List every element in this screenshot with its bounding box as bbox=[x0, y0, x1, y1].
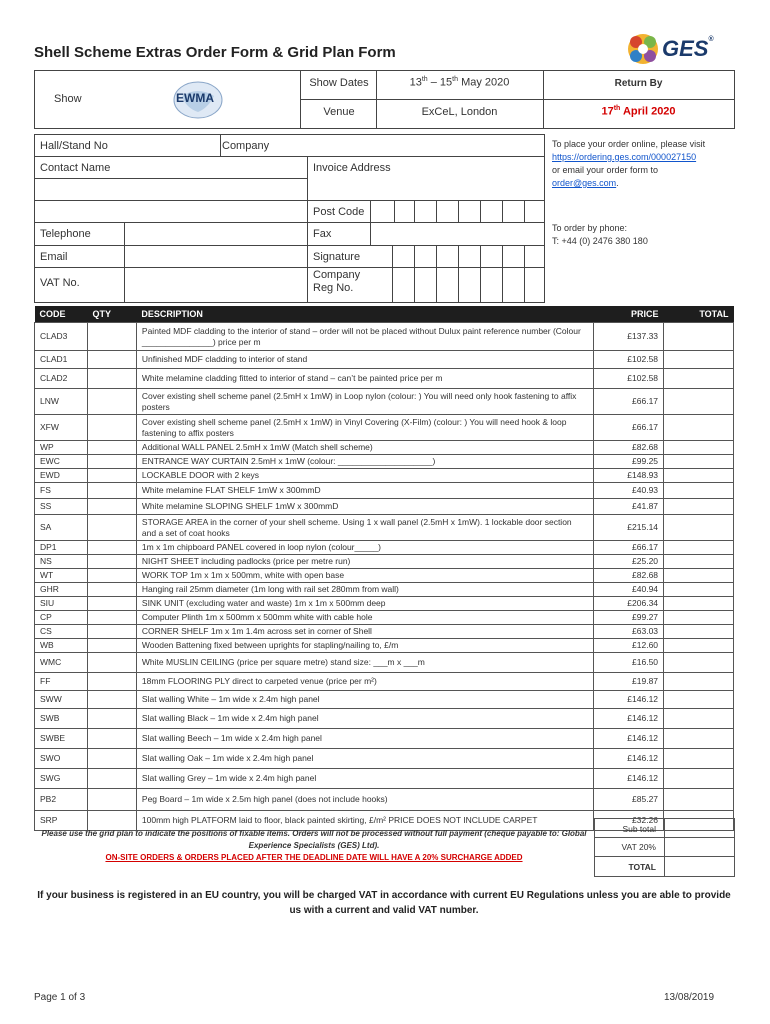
return-by-value: 17th April 2020 bbox=[601, 105, 676, 118]
item-code: DP1 bbox=[35, 541, 88, 555]
qty-input[interactable] bbox=[87, 555, 136, 569]
item-code: WB bbox=[35, 639, 88, 653]
document-date: 13/08/2019 bbox=[664, 992, 715, 1003]
item-row-wt bbox=[35, 569, 734, 583]
item-description: Slat walling Beech – 1m wide x 2.4m high panel bbox=[136, 729, 593, 749]
item-description: Hanging rail 25mm diameter (1m long with rail set 280mm from wall) bbox=[136, 583, 593, 597]
qty-input[interactable] bbox=[87, 639, 136, 653]
total-input[interactable] bbox=[664, 611, 734, 625]
item-description: White melamine SLOPING SHELF 1mW x 300mmD bbox=[136, 499, 593, 515]
item-description: Peg Board – 1m wide x 2.5m high panel (does not include hooks) bbox=[136, 789, 593, 811]
item-code: SWG bbox=[35, 769, 88, 789]
item-row-ghr bbox=[35, 583, 734, 597]
company-reg-label: Company Reg No. bbox=[313, 269, 361, 294]
item-row-xfw bbox=[35, 415, 734, 441]
total-input[interactable] bbox=[664, 469, 734, 483]
qty-input[interactable] bbox=[87, 351, 136, 369]
item-description: Slat walling Black – 1m wide x 2.4m high panel bbox=[136, 709, 593, 729]
email-label: Email bbox=[40, 251, 68, 263]
item-code: XFW bbox=[35, 415, 88, 441]
total-input[interactable] bbox=[664, 569, 734, 583]
vat-label: VAT 20% bbox=[621, 842, 656, 852]
item-code: SWB bbox=[35, 709, 88, 729]
total-input[interactable] bbox=[664, 639, 734, 653]
col-total: TOTAL bbox=[664, 306, 734, 323]
qty-input[interactable] bbox=[87, 415, 136, 441]
qty-input[interactable] bbox=[87, 515, 136, 541]
item-code: SIU bbox=[35, 597, 88, 611]
item-price: £146.12 bbox=[594, 729, 664, 749]
item-description: CORNER SHELF 1m x 1m 1.4m across set in corner of Shell bbox=[136, 625, 593, 639]
item-description: Slat walling White – 1m wide x 2.4m high panel bbox=[136, 691, 593, 709]
item-price: £82.68 bbox=[594, 441, 664, 455]
total-input[interactable] bbox=[664, 789, 734, 811]
contact-name-label: Contact Name bbox=[40, 162, 111, 174]
total-input[interactable] bbox=[664, 415, 734, 441]
item-price: £63.03 bbox=[594, 625, 664, 639]
qty-input[interactable] bbox=[87, 789, 136, 811]
item-code: SWW bbox=[35, 691, 88, 709]
total-input[interactable] bbox=[664, 351, 734, 369]
item-code: FF bbox=[35, 673, 88, 691]
item-code: SA bbox=[35, 515, 88, 541]
qty-input[interactable] bbox=[87, 653, 136, 673]
total-input[interactable] bbox=[664, 499, 734, 515]
total-input[interactable] bbox=[664, 369, 734, 389]
total-label: TOTAL bbox=[628, 862, 656, 872]
phone-order-info: To order by phone: T: +44 (0) 2476 380 180 bbox=[552, 223, 648, 246]
signature-label: Signature bbox=[313, 251, 361, 263]
item-description: Wooden Battening fixed between uprights for stapling/nailing to, £/m bbox=[136, 639, 593, 653]
col-price: PRICE bbox=[594, 306, 664, 323]
item-row-swg bbox=[35, 769, 734, 789]
item-row-ewd bbox=[35, 469, 734, 483]
item-row-siu bbox=[35, 597, 734, 611]
qty-input[interactable] bbox=[87, 455, 136, 469]
total-input[interactable] bbox=[664, 441, 734, 455]
item-description: 100mm high PLATFORM laid to floor, black painted skirting, £/m² PRICE DOES NOT INCLUDE CARPET bbox=[136, 811, 593, 831]
item-description: White MUSLIN CEILING (price per square metre) stand size: ___m x ___m bbox=[136, 653, 593, 673]
order-email-link[interactable]: order@ges.com bbox=[552, 178, 617, 188]
item-description: Cover existing shell scheme panel (2.5mH x 1mW) in Loop nylon (colour: ) You will need only hook fastening to affix posters bbox=[136, 389, 593, 415]
vat-note: If your business is registered in an EU country, you will be charged VAT in accordance with current EU Regulations unless you are able to provide us with a current and valid VAT number. bbox=[37, 890, 731, 916]
item-price: £148.93 bbox=[594, 469, 664, 483]
item-code: FS bbox=[35, 483, 88, 499]
item-code: WMC bbox=[35, 653, 88, 673]
order-notes: Please use the grid plan to indicate the positions of fixable items. Orders will not be processed without full payment (cheque payable to: Global Experience Specialists (GES) Ltd). ON-SITE ORDERS & ORDERS PLACED AFTER THE DEADLINE DATE WILL HAVE A 20% SURCHARGE ADDED bbox=[34, 828, 594, 864]
item-code: CLAD2 bbox=[35, 369, 88, 389]
qty-input[interactable] bbox=[87, 729, 136, 749]
item-description: 1m x 1m chipboard PANEL covered in loop nylon (colour_____) bbox=[136, 541, 593, 555]
item-price: £16.50 bbox=[594, 653, 664, 673]
item-row-swb bbox=[35, 709, 734, 729]
item-code: EWC bbox=[35, 455, 88, 469]
total-input[interactable] bbox=[664, 541, 734, 555]
item-row-fs bbox=[35, 483, 734, 499]
item-price: £99.25 bbox=[594, 455, 664, 469]
qty-input[interactable] bbox=[87, 709, 136, 729]
item-price: £146.12 bbox=[594, 691, 664, 709]
item-price: £102.58 bbox=[594, 369, 664, 389]
total-input[interactable] bbox=[664, 673, 734, 691]
hall-stand-label: Hall/Stand No bbox=[40, 140, 108, 152]
ordering-link[interactable]: https://ordering.ges.com/000027150 bbox=[552, 152, 697, 162]
item-description: Unfinished MDF cladding to interior of stand bbox=[136, 351, 593, 369]
venue-label: Venue bbox=[323, 106, 355, 118]
item-price: £85.27 bbox=[594, 789, 664, 811]
qty-input[interactable] bbox=[87, 483, 136, 499]
total-input[interactable] bbox=[664, 709, 734, 729]
total-input[interactable] bbox=[664, 323, 734, 351]
item-description: LOCKABLE DOOR with 2 keys bbox=[136, 469, 593, 483]
item-price: £102.58 bbox=[594, 351, 664, 369]
page-number: Page 1 of 3 bbox=[34, 992, 86, 1003]
qty-input[interactable] bbox=[87, 569, 136, 583]
item-description: WORK TOP 1m x 1m x 500mm, white with open base bbox=[136, 569, 593, 583]
qty-input[interactable] bbox=[87, 469, 136, 483]
item-description: White melamine FLAT SHELF 1mW x 300mmD bbox=[136, 483, 593, 499]
item-price: £146.12 bbox=[594, 749, 664, 769]
item-row-lnw bbox=[35, 389, 734, 415]
email-field[interactable] bbox=[125, 246, 307, 268]
total-field[interactable] bbox=[665, 857, 734, 876]
item-price: £40.94 bbox=[594, 583, 664, 597]
item-row-clad1 bbox=[35, 351, 734, 369]
qty-input[interactable] bbox=[87, 749, 136, 769]
col-description: DESCRIPTION bbox=[136, 306, 593, 323]
venue-value: ExCeL, London bbox=[421, 106, 498, 118]
qty-input[interactable] bbox=[87, 597, 136, 611]
total-input[interactable] bbox=[664, 769, 734, 789]
item-row-cp bbox=[35, 611, 734, 625]
qty-input[interactable] bbox=[87, 441, 136, 455]
item-code: PB2 bbox=[35, 789, 88, 811]
online-order-info: To place your order online, please visit https://ordering.ges.com/000027150 or email your order form to order@ges.com. bbox=[552, 139, 706, 188]
item-code: WP bbox=[35, 441, 88, 455]
total-input[interactable] bbox=[664, 483, 734, 499]
item-price: £66.17 bbox=[594, 541, 664, 555]
item-row-clad3 bbox=[35, 323, 734, 351]
item-code: SWBE bbox=[35, 729, 88, 749]
item-price: £206.34 bbox=[594, 597, 664, 611]
item-row-cs bbox=[35, 625, 734, 639]
qty-input[interactable] bbox=[87, 389, 136, 415]
item-description: Computer Plinth 1m x 500mm x 500mm white with cable hole bbox=[136, 611, 593, 625]
item-code: SRP bbox=[35, 811, 88, 831]
item-price: £41.87 bbox=[594, 499, 664, 515]
ewma-logo bbox=[168, 78, 228, 122]
item-row-sa bbox=[35, 515, 734, 541]
surcharge-warning: ON-SITE ORDERS & ORDERS PLACED AFTER THE DEADLINE DATE WILL HAVE A 20% SURCHARGE ADDED bbox=[105, 853, 523, 862]
col-code: CODE bbox=[35, 306, 88, 323]
item-price: £19.87 bbox=[594, 673, 664, 691]
ges-logo-text: GES® bbox=[662, 36, 714, 61]
total-input[interactable] bbox=[664, 389, 734, 415]
items-table bbox=[34, 306, 734, 831]
show-dates-label: Show Dates bbox=[309, 77, 369, 89]
item-code: CLAD1 bbox=[35, 351, 88, 369]
item-price: £40.93 bbox=[594, 483, 664, 499]
item-price: £25.20 bbox=[594, 555, 664, 569]
item-description: White melamine cladding fitted to interior of stand – can’t be painted price per m bbox=[136, 369, 593, 389]
form-title: Shell Scheme Extras Order Form & Grid Plan Form bbox=[34, 44, 396, 61]
item-code: CP bbox=[35, 611, 88, 625]
item-code: CS bbox=[35, 625, 88, 639]
show-label: Show bbox=[54, 93, 82, 105]
item-row-ns bbox=[35, 555, 734, 569]
item-row-ewc bbox=[35, 455, 734, 469]
item-description: Slat walling Oak – 1m wide x 2.4m high panel bbox=[136, 749, 593, 769]
qty-input[interactable] bbox=[87, 369, 136, 389]
item-description: SINK UNIT (excluding water and waste) 1m x 1m x 500mm deep bbox=[136, 597, 593, 611]
item-price: £66.17 bbox=[594, 389, 664, 415]
total-input[interactable] bbox=[664, 515, 734, 541]
vat-no-field[interactable] bbox=[125, 268, 307, 302]
item-price: £146.12 bbox=[594, 769, 664, 789]
item-code: GHR bbox=[35, 583, 88, 597]
total-input[interactable] bbox=[664, 625, 734, 639]
vat-field[interactable] bbox=[665, 838, 734, 857]
total-input[interactable] bbox=[664, 653, 734, 673]
item-price: £146.12 bbox=[594, 709, 664, 729]
item-price: £12.60 bbox=[594, 639, 664, 653]
qty-input[interactable] bbox=[87, 625, 136, 639]
item-row-wb bbox=[35, 639, 734, 653]
item-price: £99.27 bbox=[594, 611, 664, 625]
item-description: Slat walling Grey – 1m wide x 2.4m high panel bbox=[136, 769, 593, 789]
qty-input[interactable] bbox=[87, 691, 136, 709]
item-row-pb2 bbox=[35, 789, 734, 811]
qty-input[interactable] bbox=[87, 323, 136, 351]
qty-input[interactable] bbox=[87, 541, 136, 555]
return-by-label: Return By bbox=[614, 78, 663, 89]
telephone-label: Telephone bbox=[40, 228, 91, 240]
item-code: CLAD3 bbox=[35, 323, 88, 351]
item-row-wp bbox=[35, 441, 734, 455]
item-code: SWO bbox=[35, 749, 88, 769]
total-input[interactable] bbox=[664, 729, 734, 749]
item-description: STORAGE AREA in the corner of your shell scheme. Using 1 x wall panel (2.5mH x 1mW). 1 lockable door section and a set of coat hooks bbox=[136, 515, 593, 541]
item-description: Painted MDF cladding to the interior of stand – order will not be placed without Dulux paint reference number (Colour _______________) price per m bbox=[136, 323, 593, 351]
total-input[interactable] bbox=[664, 691, 734, 709]
item-description: ENTRANCE WAY CURTAIN 2.5mH x 1mW (colour: ____________________) bbox=[136, 455, 593, 469]
total-input[interactable] bbox=[664, 583, 734, 597]
show-dates-value: 13th – 15th May 2020 bbox=[409, 76, 510, 89]
fax-label: Fax bbox=[313, 228, 332, 240]
item-row-swo bbox=[35, 749, 734, 769]
total-input[interactable] bbox=[664, 555, 734, 569]
col-qty: QTY bbox=[87, 306, 136, 323]
vat-no-label: VAT No. bbox=[40, 277, 80, 289]
company-label: Company bbox=[222, 140, 270, 152]
total-input[interactable] bbox=[664, 597, 734, 611]
item-price: £32.26 bbox=[594, 811, 664, 831]
item-row-wmc bbox=[35, 653, 734, 673]
item-description: 18mm FLOORING PLY direct to carpeted venue (price per m²) bbox=[136, 673, 593, 691]
item-row-clad2 bbox=[35, 369, 734, 389]
item-code: SS bbox=[35, 499, 88, 515]
total-input[interactable] bbox=[664, 455, 734, 469]
item-row-ss bbox=[35, 499, 734, 515]
qty-input[interactable] bbox=[87, 583, 136, 597]
post-code-label: Post Code bbox=[313, 206, 365, 218]
ewma-text: EWMA bbox=[176, 91, 214, 105]
item-description: Additional WALL PANEL 2.5mH x 1mW (Match shell scheme) bbox=[136, 441, 593, 455]
subtotal-label: Sub total bbox=[622, 824, 656, 834]
item-row-swbe bbox=[35, 729, 734, 749]
total-input[interactable] bbox=[664, 749, 734, 769]
item-code: EWD bbox=[35, 469, 88, 483]
item-row-ff bbox=[35, 673, 734, 691]
item-description: NIGHT SHEET including padlocks (price per metre run) bbox=[136, 555, 593, 569]
qty-input[interactable] bbox=[87, 673, 136, 691]
qty-input[interactable] bbox=[87, 611, 136, 625]
qty-input[interactable] bbox=[87, 769, 136, 789]
item-row-dp1 bbox=[35, 541, 734, 555]
item-price: £82.68 bbox=[594, 569, 664, 583]
item-code: NS bbox=[35, 555, 88, 569]
item-code: WT bbox=[35, 569, 88, 583]
subtotal-field[interactable] bbox=[665, 819, 734, 838]
item-price: £215.14 bbox=[594, 515, 664, 541]
item-description: Cover existing shell scheme panel (2.5mH x 1mW) in Vinyl Covering (X-Film) (colour: ) You will need hook & loop fastening to affix posters bbox=[136, 415, 593, 441]
qty-input[interactable] bbox=[87, 499, 136, 515]
invoice-address-label: Invoice Address bbox=[313, 162, 391, 174]
item-price: £66.17 bbox=[594, 415, 664, 441]
item-price: £137.33 bbox=[594, 323, 664, 351]
item-code: LNW bbox=[35, 389, 88, 415]
telephone-field[interactable] bbox=[125, 223, 307, 245]
item-row-sww bbox=[35, 691, 734, 709]
